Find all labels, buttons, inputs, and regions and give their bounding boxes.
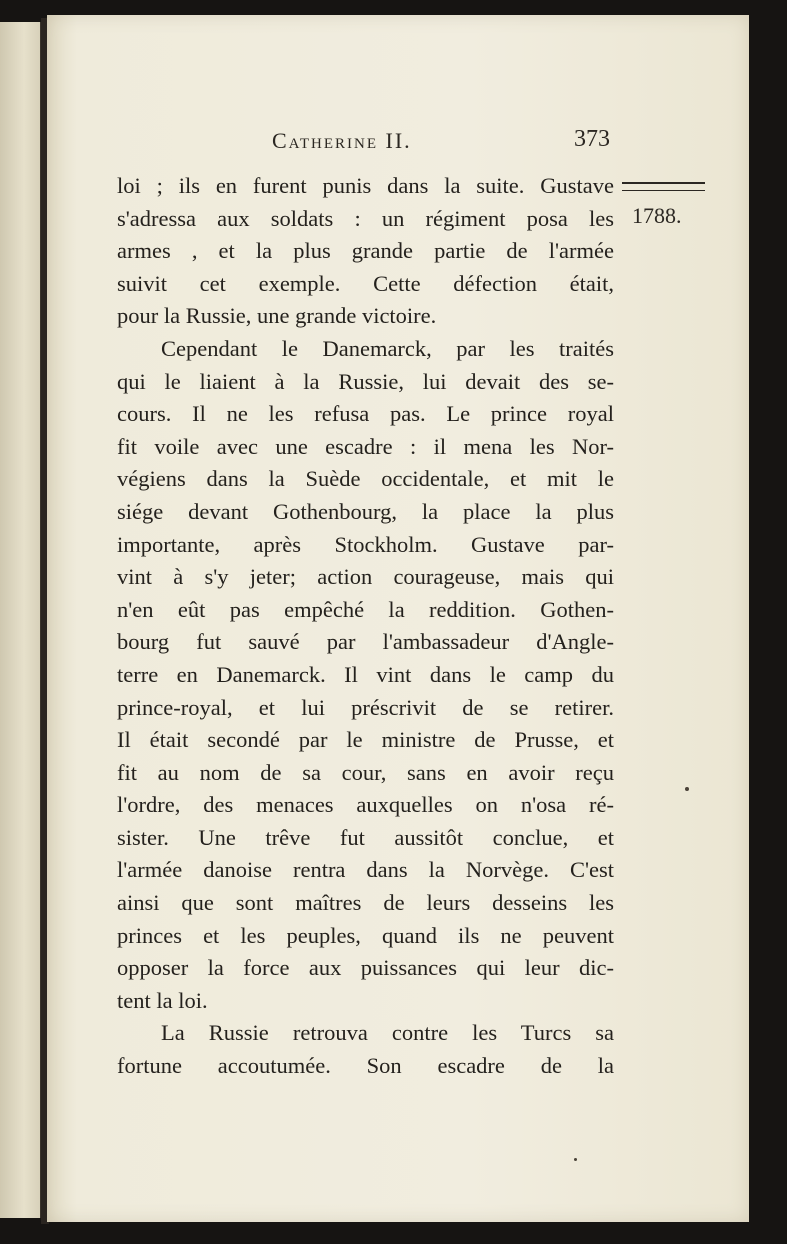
text-line: pour la Russie, une grande victoire.	[117, 303, 437, 329]
text-line: terre en Danemarck. Il vint dans le camp du	[117, 661, 614, 687]
text-line: suivit cet exemple. Cette défection était,	[117, 270, 614, 296]
margin-rule	[622, 182, 705, 191]
text-line: vint à s'y jeter; action courageuse, mais qui	[117, 564, 614, 590]
text-line: qui le liaient à la Russie, lui devait des se-	[117, 368, 614, 394]
ink-speck	[685, 787, 689, 791]
text-line: fortune accoutumée. Son escadre de la	[117, 1053, 614, 1079]
text-line: bourg fut sauvé par l'ambassadeur d'Angle-	[117, 629, 614, 655]
text-line: cours. Il ne les refusa pas. Le prince royal	[117, 401, 614, 427]
page-number: 373	[574, 126, 610, 152]
book-page	[47, 15, 749, 1222]
text-line: armes , et la plus grande partie de l'armée	[117, 238, 614, 264]
paragraph-first-line: La Russie retrouva contre les Turcs sa	[161, 1020, 614, 1046]
text-line: opposer la force aux puissances qui leur dic-	[117, 955, 614, 981]
paragraph-first-line: Cependant le Danemarck, par les traités	[161, 335, 614, 361]
text-line: prince-royal, et lui préscrivit de se retirer.	[117, 694, 614, 720]
text-line: fit au nom de sa cour, sans en avoir reçu	[117, 759, 614, 785]
text-line: princes et les peuples, quand ils ne peuvent	[117, 922, 614, 948]
text-line: loi ; ils en furent punis dans la suite. Gustave	[117, 173, 614, 198]
text-line: s'adressa aux soldats : un régiment posa les	[117, 205, 614, 231]
text-line: importante, après Stockholm. Gustave par-	[117, 531, 614, 557]
text-line: l'ordre, des menaces auxquelles on n'osa ré-	[117, 792, 614, 818]
text-line: siége devant Gothenbourg, la place la plus	[117, 498, 614, 524]
text-line: tent la loi.	[117, 987, 208, 1013]
text-line: végiens dans la Suède occidentale, et mit le	[117, 466, 614, 492]
text-line: l'armée danoise rentra dans la Norvège. C'est	[117, 857, 614, 883]
text-line: n'en eût pas empêché la reddition. Gothen-	[117, 596, 614, 622]
text-line: fit voile avec une escadre : il mena les Nor-	[117, 433, 614, 459]
running-head	[47, 128, 749, 158]
text-line: Il était secondé par le ministre de Prusse, et	[117, 727, 614, 753]
text-line: ainsi que sont maîtres de leurs desseins les	[117, 890, 614, 916]
body-text	[117, 170, 614, 1083]
ink-speck	[574, 1158, 577, 1161]
text-line: sister. Une trêve fut aussitôt conclue, et	[117, 824, 614, 850]
running-head-title: Catherine II.	[272, 128, 412, 153]
facing-page-edge	[0, 22, 41, 1218]
margin-year: 1788.	[632, 203, 682, 228]
